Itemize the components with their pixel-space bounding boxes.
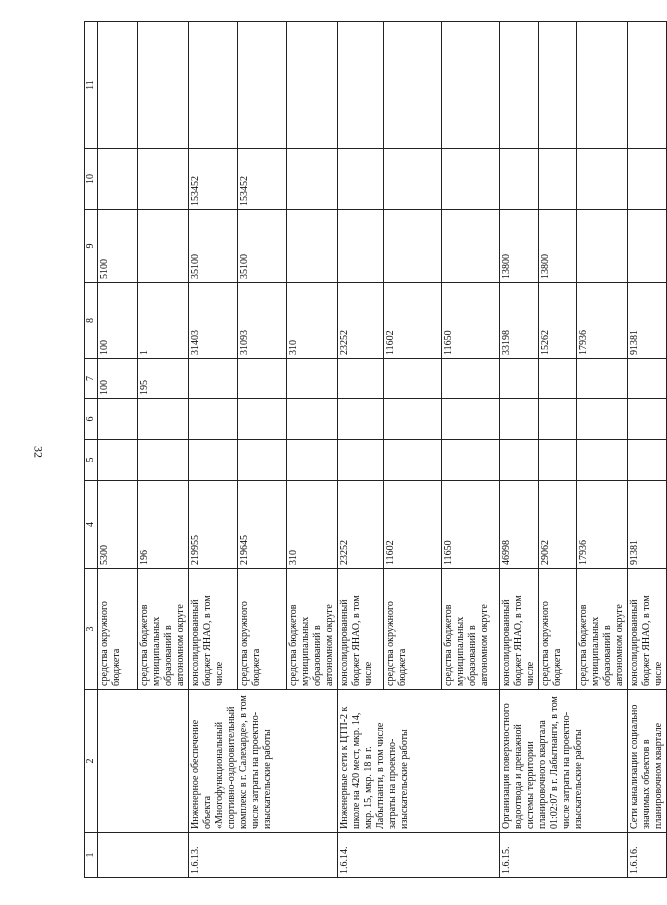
value-cell: 1: [138, 283, 189, 359]
value-cell: [628, 22, 667, 149]
col-header: 2: [85, 690, 98, 833]
value-cell: 11602: [384, 283, 442, 359]
value-cell: [539, 149, 577, 210]
value-cell: [442, 440, 500, 481]
value-cell: [98, 22, 138, 149]
value-cell: 153452: [189, 149, 238, 210]
value-cell: 219955: [189, 481, 238, 569]
header-row: [85, 22, 98, 878]
funding-source: средства бюджетов муниципальных образований в автономном округе: [577, 569, 628, 690]
value-cell: [287, 359, 338, 399]
col-header: 11: [85, 22, 98, 149]
item-code: [98, 833, 189, 878]
value-cell: [628, 149, 667, 210]
item-code: 1.6.14.: [338, 833, 500, 878]
value-cell: 29062: [539, 481, 577, 569]
col-header: 6: [85, 399, 98, 440]
value-cell: [287, 149, 338, 210]
funding-source: средства бюджетов муниципальных образований в автономном округе: [287, 569, 338, 690]
item-name: Инженерное обеспечение объекта «Многофункциональный спортивно-оздоровительный комплекс в г. Салехарде», в том числе затраты на проектно-изыскательские работы: [189, 690, 338, 833]
value-cell: [338, 359, 384, 399]
funding-source: средства окружного бюджета: [98, 569, 138, 690]
value-cell: 23252: [338, 283, 384, 359]
value-cell: 5100: [98, 210, 138, 283]
value-cell: 35100: [189, 210, 238, 283]
value-cell: [442, 359, 500, 399]
value-cell: [384, 210, 442, 283]
table-row: [338, 22, 384, 878]
value-cell: 46998: [500, 481, 539, 569]
funding-source: средства окружного бюджета: [539, 569, 577, 690]
col-header: 3: [85, 569, 98, 690]
value-cell: [577, 399, 628, 440]
value-cell: [577, 22, 628, 149]
value-cell: [628, 440, 667, 481]
value-cell: [138, 22, 189, 149]
value-cell: [189, 399, 238, 440]
value-cell: [338, 149, 384, 210]
value-cell: 35100: [238, 210, 287, 283]
value-cell: [238, 440, 287, 481]
value-cell: [500, 149, 539, 210]
value-cell: [539, 399, 577, 440]
item-code: 1.6.15.: [500, 833, 628, 878]
funding-source: консолидированный бюджет ЯНАО, в том числе: [500, 569, 539, 690]
value-cell: [287, 399, 338, 440]
table-row: [189, 22, 238, 878]
funding-source: консолидированный бюджет ЯНАО, в том числе: [189, 569, 238, 690]
value-cell: [138, 149, 189, 210]
col-header: 5: [85, 440, 98, 481]
value-cell: [539, 440, 577, 481]
value-cell: [500, 440, 539, 481]
budget-table-container: [84, 22, 664, 878]
value-cell: 100: [98, 283, 138, 359]
value-cell: [338, 210, 384, 283]
col-header: 10: [85, 149, 98, 210]
value-cell: [98, 149, 138, 210]
value-cell: 5300: [98, 481, 138, 569]
value-cell: [138, 210, 189, 283]
value-cell: 153452: [238, 149, 287, 210]
value-cell: [628, 210, 667, 283]
value-cell: 11650: [442, 481, 500, 569]
value-cell: 31403: [189, 283, 238, 359]
value-cell: [238, 359, 287, 399]
value-cell: 31093: [238, 283, 287, 359]
value-cell: [500, 359, 539, 399]
table-row: [500, 22, 539, 878]
value-cell: [577, 210, 628, 283]
col-header: 9: [85, 210, 98, 283]
page-number: 32: [31, 446, 46, 458]
value-cell: [628, 359, 667, 399]
value-cell: [287, 210, 338, 283]
value-cell: [338, 440, 384, 481]
value-cell: [539, 22, 577, 149]
col-header: 4: [85, 481, 98, 569]
value-cell: 15262: [539, 283, 577, 359]
value-cell: 17936: [577, 283, 628, 359]
funding-source: консолидированный бюджет ЯНАО, в том числе: [338, 569, 384, 690]
value-cell: [338, 399, 384, 440]
value-cell: 310: [287, 481, 338, 569]
funding-source: средства окружного бюджета: [238, 569, 287, 690]
value-cell: 219645: [238, 481, 287, 569]
value-cell: [384, 359, 442, 399]
col-header: 8: [85, 283, 98, 359]
value-cell: 91381: [628, 283, 667, 359]
value-cell: 310: [287, 283, 338, 359]
value-cell: [98, 440, 138, 481]
funding-source: средства бюджетов муниципальных образований в автономном округе: [138, 569, 189, 690]
value-cell: [500, 399, 539, 440]
value-cell: [189, 22, 238, 149]
value-cell: 33198: [500, 283, 539, 359]
value-cell: 13800: [500, 210, 539, 283]
value-cell: [539, 359, 577, 399]
value-cell: [577, 440, 628, 481]
value-cell: [138, 440, 189, 481]
item-name: Инженерные сети к ЦТП-2 к школе на 420 мест, мкр. 14, мкр. 15, мкр. 18 в г. Лабытнанги, в том числе затраты на проектно-изыскательские работы: [338, 690, 500, 833]
item-name: Организация поверхностного водоотвода и дренажной системы территории планировочного квартала 01:02:07 в г. Лабытнанги, в том числе затраты на проектно-изыскательские работы: [500, 690, 628, 833]
item-code: 1.6.16.: [628, 833, 667, 878]
value-cell: [338, 22, 384, 149]
value-cell: [287, 22, 338, 149]
value-cell: 100: [98, 359, 138, 399]
item-name: Сети канализации социально значимых объектов в планировочном квартале: [628, 690, 667, 833]
funding-source: средства бюджетов муниципальных образований в автономном округе: [442, 569, 500, 690]
col-header: 7: [85, 359, 98, 399]
value-cell: [189, 359, 238, 399]
value-cell: [384, 149, 442, 210]
item-name: [98, 690, 189, 833]
value-cell: [500, 22, 539, 149]
value-cell: [189, 440, 238, 481]
table-row: [98, 22, 138, 878]
value-cell: [238, 22, 287, 149]
table-row: [628, 22, 667, 878]
value-cell: 23252: [338, 481, 384, 569]
value-cell: [628, 399, 667, 440]
value-cell: 91381: [628, 481, 667, 569]
value-cell: [384, 440, 442, 481]
value-cell: 17936: [577, 481, 628, 569]
value-cell: 196: [138, 481, 189, 569]
value-cell: 11602: [384, 481, 442, 569]
value-cell: 195: [138, 359, 189, 399]
value-cell: [238, 399, 287, 440]
value-cell: 13800: [539, 210, 577, 283]
budget-table: [84, 21, 667, 878]
value-cell: [98, 399, 138, 440]
value-cell: [384, 399, 442, 440]
value-cell: [442, 399, 500, 440]
value-cell: [442, 210, 500, 283]
value-cell: [384, 22, 442, 149]
value-cell: 11650: [442, 283, 500, 359]
value-cell: [287, 440, 338, 481]
funding-source: средства окружного бюджета: [384, 569, 442, 690]
value-cell: [442, 22, 500, 149]
value-cell: [577, 149, 628, 210]
col-header: 1: [85, 833, 98, 878]
value-cell: [442, 149, 500, 210]
item-code: 1.6.13.: [189, 833, 338, 878]
funding-source: консолидированный бюджет ЯНАО, в том числе: [628, 569, 667, 690]
value-cell: [577, 359, 628, 399]
value-cell: [138, 399, 189, 440]
